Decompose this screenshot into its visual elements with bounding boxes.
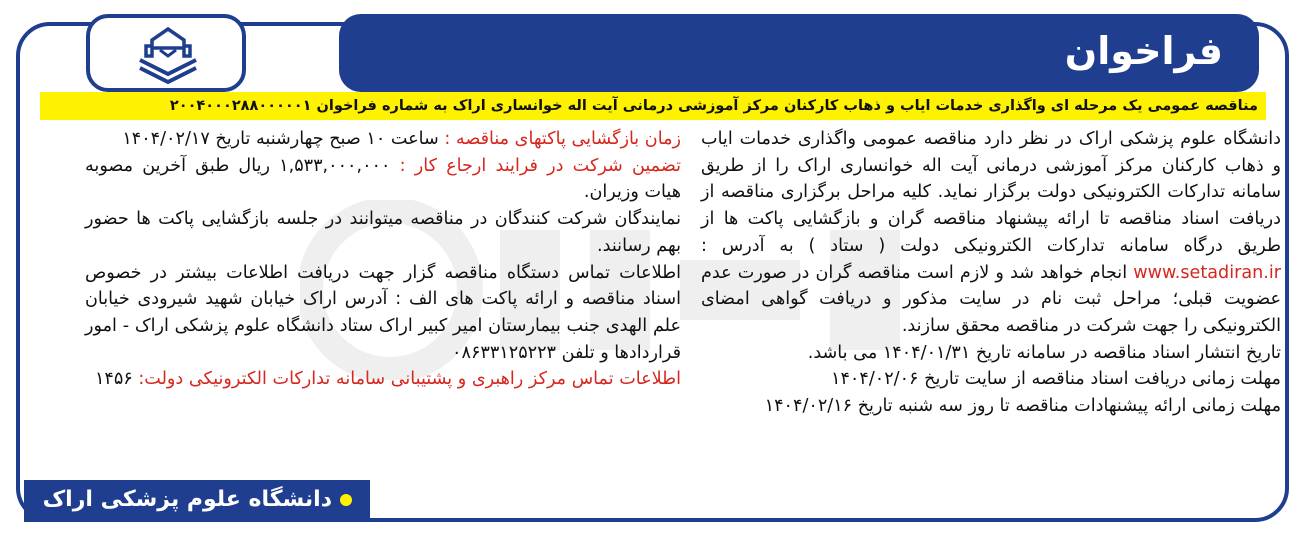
documents-deadline-text: مهلت زمانی دریافت اسناد مناقصه از سایت تاریخ ۱۴۰۴/۰۲/۰۶ (831, 369, 1281, 390)
representatives-text: نمایندگان شرکت کنندگان در مناقصه میتوانند در جلسه بازگشایی پاکت ها حضور بهم رسانند. (85, 209, 681, 256)
intro-text-b: انجام خواهد شد و لازم است مناقصه گران در صورت عدم عضویت قبلی؛ مراحل ثبت نام در سایت مذکور و دریافت گواهی امضای الکترونیکی را جهت شرکت در مناقصه محقق سازند. (701, 262, 1281, 336)
setadiran-link[interactable]: www.setadiran.ir (1133, 262, 1281, 283)
tender-subtitle: مناقصه عمومی یک مرحله ای واگذاری خدمات ایاب و ذهاب کارکنان مرکز آموزشی درمانی آیت اله خوانساری اراک به شماره فراخوان ۲۰۰۴۰۰۰۲۸۸۰۰۰۰۰۱ (169, 98, 1258, 114)
footer-org (43, 485, 352, 515)
intro-paragraph (701, 126, 1281, 340)
left-column (85, 126, 681, 393)
opening-label: زمان بازگشایی پاکتهای مناقصه : (444, 129, 681, 149)
opening-time (85, 126, 681, 153)
university-logo-icon (134, 26, 202, 84)
publish-date-text: تاریخ انتشار اسناد مناقصه در سامانه تاریخ ۱۴۰۴/۰۱/۳۱ می باشد. (807, 342, 1281, 363)
support-contact (85, 366, 681, 393)
footer-bar (24, 480, 370, 522)
right-column (701, 126, 1281, 420)
support-value: ۱۴۵۶ (94, 369, 133, 390)
support-label: اطلاعات تماس مرکز راهبری و پشتیبانی سامانه تدارکات الکترونیکی دولت: (138, 369, 681, 390)
logo-box (86, 14, 246, 92)
guarantee-label: تضمین شرکت در فرایند ارجاع کار : (399, 155, 681, 176)
opening-value: ساعت ۱۰ صبح چهارشنبه تاریخ ۱۴۰۴/۰۲/۱۷ (122, 129, 439, 149)
offer-deadline-text: مهلت زمانی ارائه پیشنهادات مناقصه تا روز سه شنبه تاریخ ۱۴۰۴/۰۲/۱۶ (764, 396, 1281, 417)
bullet-icon (340, 494, 352, 506)
footer-org-label: دانشگاه علوم پزشکی اراک (42, 487, 332, 512)
intro-text-a: دانشگاه علوم پزشکی اراک در نظر دارد مناقصه عمومی واگذاری خدمات ایاب و ذهاب کارکنان مرکز آموزشی درمانی آیت اله خوانساری اراک را از طریق سامانه تدارکات الکترونیکی دولت برگزار نماید. کلیه مراحل برگزاری مناقصه از دریافت اسناد مناقصه تا ارائه پیشنهاد مناقصه گران و بازگشایی پاکت ها از طریق درگاه سامانه تدارکات الکترونیکی دولت ( ستاد ) به آدرس : (701, 129, 1281, 256)
contact-text: اطلاعات تماس دستگاه مناقصه گزار جهت دریافت اطلاعات بیشتر در خصوص اسناد مناقصه و ارائه پاکت های الف : آدرس اراک خیابان شهید شیرودی خیابان علم الهدی جنب بیمارستان امیر کبیر اراک ستاد دانشگاه علوم پزشکی اراک - امور قراردادها و تلفن ۰۸۶۳۳۱۲۵۲۲۳ (85, 262, 681, 363)
guarantee (85, 153, 681, 206)
subtitle-bar (40, 92, 1266, 120)
header-bar (339, 14, 1259, 92)
page-title: فراخوان (1064, 29, 1223, 73)
guarantee-value: ۱,۵۳۳,۰۰۰,۰۰۰ ریال طبق آخرین مصوبه هیات وزیران. (85, 155, 681, 203)
